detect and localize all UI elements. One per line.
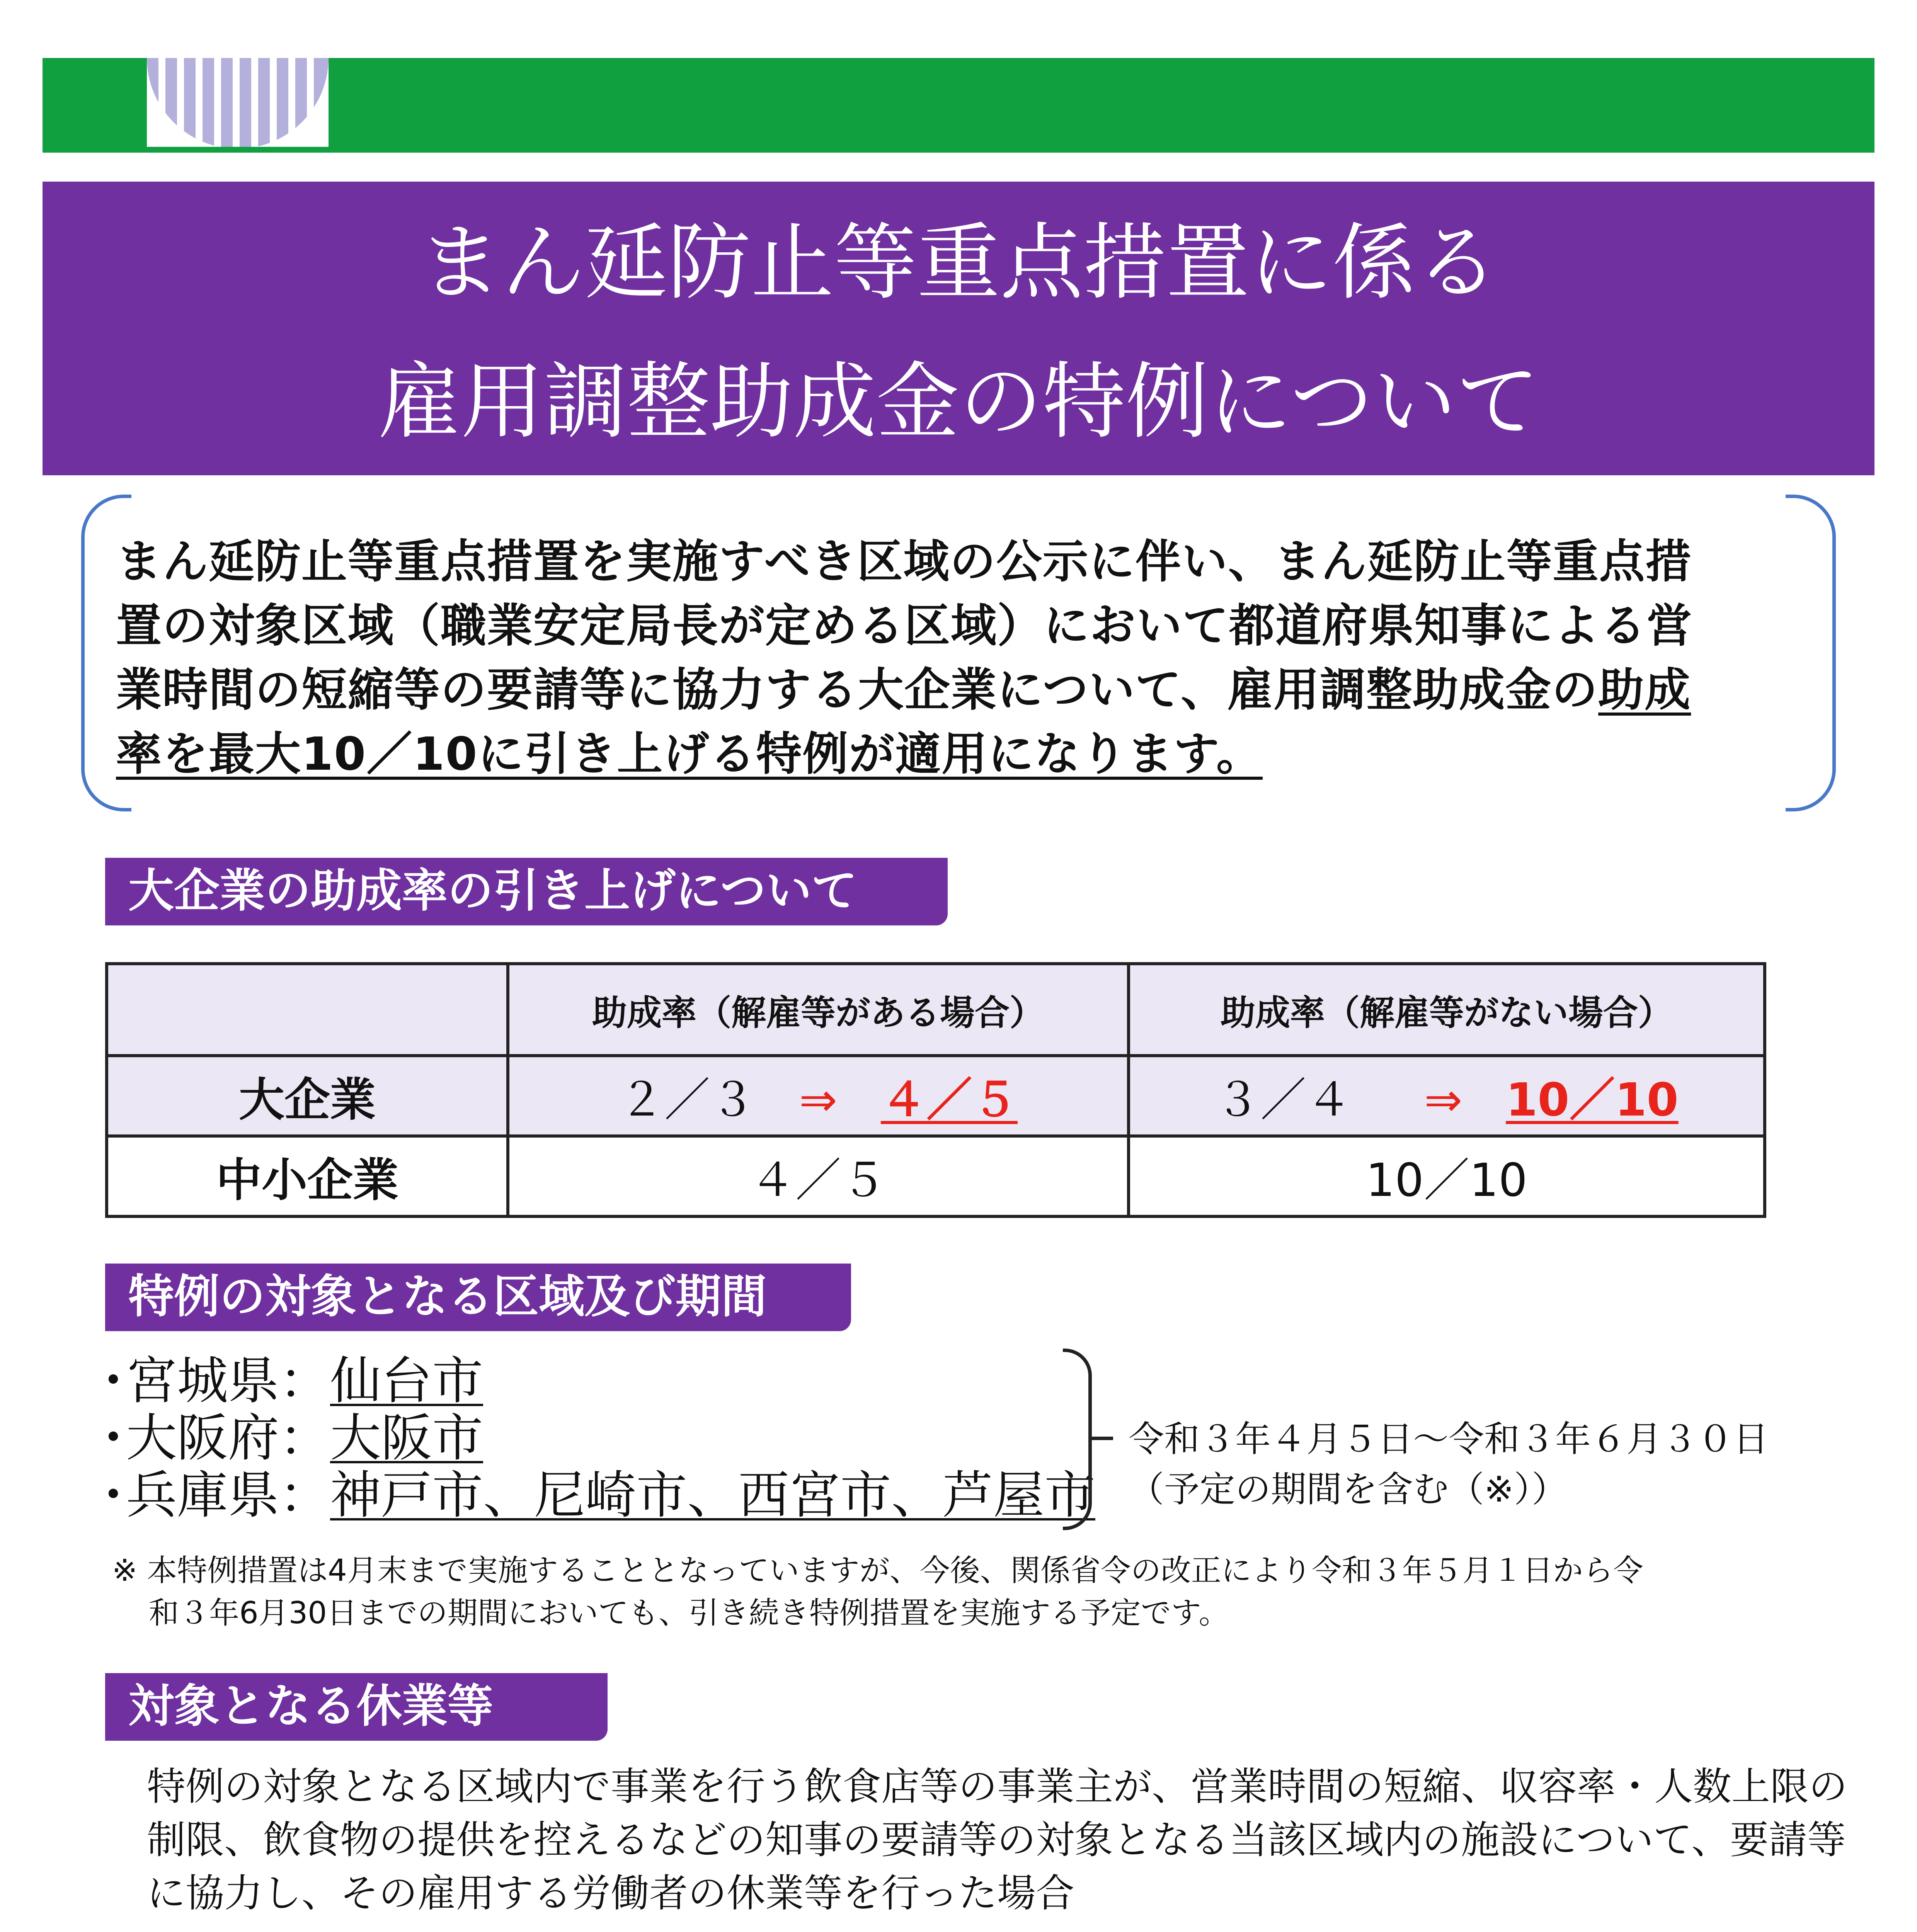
page-title [43, 182, 1874, 475]
intro-line-3 [116, 658, 1817, 722]
table-header-empty [107, 964, 508, 1056]
region-prefecture: ･宮城県： [100, 1351, 330, 1411]
row-label-sme: 中小企業 [107, 1136, 508, 1216]
rate-large-without-dismissal [1129, 1056, 1765, 1136]
list-item [100, 1467, 1095, 1524]
top-stripe-decoration [147, 58, 329, 147]
intro-line-3-underlined: 助成 [1598, 663, 1691, 716]
rate-before: ３／４ [1215, 1073, 1352, 1126]
target-text [147, 1760, 1847, 1920]
target-line-3: に協力し、その雇用する労働者の休業等を行った場合 [147, 1871, 1074, 1916]
rate-before: ２／３ [618, 1073, 756, 1126]
table-header-with-dismissal: 助成率（解雇等がある場合） [508, 964, 1129, 1056]
target-line-1: 特例の対象となる区域内で事業を行う飲食店等の事業主が、営業時間の短縮、収容率・人数上限の [147, 1764, 1847, 1809]
intro-line-4-underlined: 率を最大10／10に引き上げる特例が適用になります。 [116, 727, 1263, 781]
region-cities: 大阪市 [330, 1408, 483, 1468]
row-label-large-company: 大企業 [107, 1056, 508, 1136]
region-list [100, 1352, 1095, 1524]
rate-large-with-dismissal [508, 1056, 1129, 1136]
rate-sme-without-dismissal: 10／10 [1129, 1136, 1765, 1216]
table-row [107, 1136, 1765, 1216]
period-line-2: （予定の期間を含む（※）） [1129, 1469, 1568, 1510]
region-brace-tick [1090, 1437, 1113, 1440]
list-item [100, 1352, 1095, 1410]
period-line-1: 令和３年４月５日～令和３年６月３０日 [1129, 1418, 1769, 1460]
section-heading-target: 対象となる休業等 [105, 1673, 608, 1741]
arrow-icon: ⇒ [1424, 1073, 1462, 1126]
region-note [112, 1549, 1643, 1634]
rate-table [105, 962, 1766, 1218]
table-header-row [107, 964, 1765, 1056]
intro-text [116, 529, 1817, 786]
list-item [100, 1410, 1095, 1467]
intro-line-3-plain: 業時間の短縮等の要請等に協力する大企業について、雇用調整助成金の [116, 663, 1599, 716]
region-brace [1063, 1349, 1092, 1530]
intro-line-1: まん延防止等重点措置を実施すべき区域の公示に伴い、まん延防止等重点措 [116, 535, 1692, 588]
intro-line-4 [116, 722, 1817, 786]
target-line-2: 制限、飲食物の提供を控えるなどの知事の要請等の対象となる当該区域内の施設について、要請等 [147, 1817, 1846, 1862]
section-heading-region: 特例の対象となる区域及び期間 [105, 1264, 851, 1331]
rate-sme-with-dismissal: ４／５ [508, 1136, 1129, 1216]
title-line-2: 雇用調整助成金の特例について [378, 353, 1539, 450]
region-note-line-2: 和３年6月30日までの期間においても、引き続き特例措置を実施する予定です。 [149, 1596, 1229, 1631]
region-prefecture: ･兵庫県： [100, 1466, 330, 1525]
region-note-line-1: ※ 本特例措置は4月末まで実施することとなっていますが、今後、関係省令の改正により令和３年５月１日から令 [112, 1553, 1643, 1588]
region-prefecture: ･大阪府： [100, 1408, 330, 1468]
rate-after: ４／５ [880, 1073, 1018, 1126]
section-heading-rate: 大企業の助成率の引き上げについて [105, 858, 948, 925]
table-row [107, 1056, 1765, 1136]
arrow-icon: ⇒ [799, 1073, 838, 1126]
period-text [1129, 1414, 1769, 1515]
title-line-1: まん延防止等重点措置に係る [418, 214, 1499, 311]
table-header-without-dismissal: 助成率（解雇等がない場合） [1129, 964, 1765, 1056]
region-cities: 神戸市、尼崎市、西宮市、芦屋市 [330, 1466, 1095, 1525]
rate-after: 10／10 [1506, 1073, 1679, 1126]
intro-box [81, 495, 1836, 811]
region-cities: 仙台市 [330, 1351, 483, 1411]
intro-line-2: 置の対象区域（職業安定局長が定める区域）において都道府県知事による営 [116, 599, 1693, 652]
